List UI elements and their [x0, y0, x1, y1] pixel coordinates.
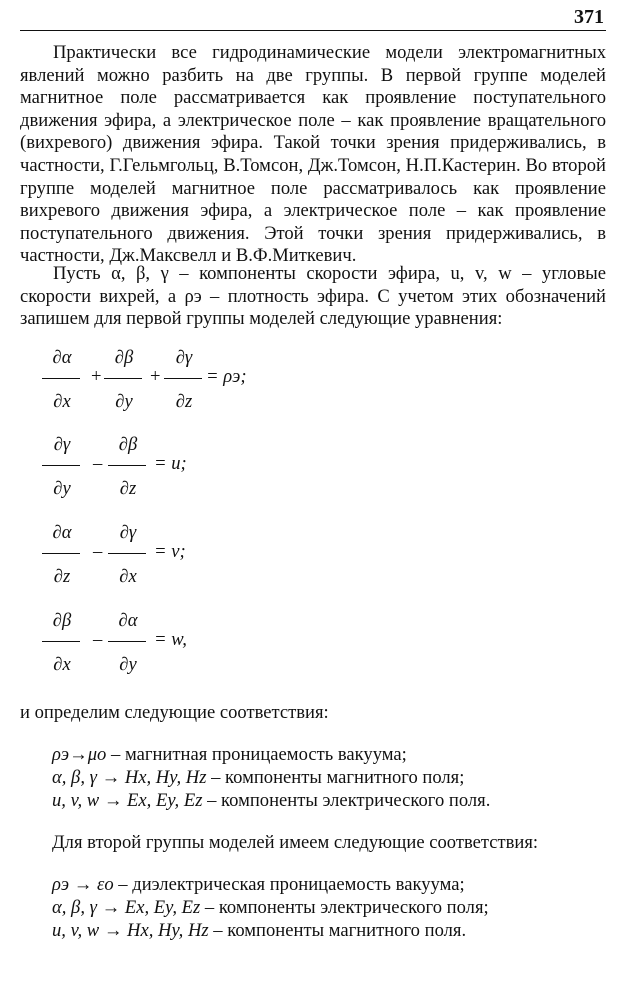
mapping-description: – компоненты электрического поля.	[202, 790, 491, 811]
denominator: ∂y	[53, 478, 71, 499]
paragraph-notation: Пусть α, β, γ – компоненты скорости эфира, u, v, w – угловые скорости вихрей, а ρэ – плотность эфира. С учетом этих обозначений запишем для первой группы моделей следующие уравнения:	[20, 263, 606, 330]
operator: +	[150, 366, 161, 387]
symbol-mapping: ρэ → εo	[52, 874, 114, 895]
paragraph-intro: Практически все гидродинамические модели электромагнитных явлений можно разбить на две группы. В первой группе моделей магнитное поле рассматривается как проявление поступательного движения эфира, а электрическое поле – как проявление вращательного (вихревого) движения эфира. Такой точки зрения придерживались, в частности, Г.Гельмгольц, В.Томсон, Дж.Томсон, Н.П.Кастерин. Во второй группе моделей магнитное поле рассматривалось как проявление вихревого движения эфира, а электрическое поле – как проявление поступательного движения. Этой точки зрения придерживались, в частности, Дж.Максвелл и В.Ф.Миткевич.	[20, 42, 606, 267]
denominator: ∂y	[119, 654, 137, 675]
symbol-mapping: ρэ→μo	[52, 744, 107, 765]
equation-w	[40, 610, 340, 686]
correspondence-line	[52, 744, 407, 766]
denominator: ∂x	[53, 654, 71, 675]
second-group-line: Для второй группы моделей имеем следующие соответствия:	[52, 832, 539, 853]
symbol-mapping: u, v, w → Ex, Ey, Ez	[52, 790, 203, 811]
fraction-bar	[42, 641, 80, 642]
header-rule	[20, 30, 606, 31]
denominator: ∂x	[53, 391, 71, 412]
denominator: ∂y	[115, 391, 133, 412]
equation-rhs: = w,	[154, 629, 187, 650]
numerator: ∂α	[52, 522, 72, 543]
denominator: ∂z	[175, 391, 193, 412]
mapping-description: – компоненты электрического поля;	[200, 897, 489, 918]
fraction-bar	[104, 378, 142, 379]
fraction-bar	[42, 553, 80, 554]
numerator: ∂γ	[175, 347, 193, 368]
denominator: ∂z	[53, 566, 71, 587]
mapping-description: – компоненты магнитного поля.	[208, 920, 467, 941]
correspondence-line	[52, 874, 465, 896]
fraction-bar	[108, 553, 146, 554]
numerator: ∂γ	[119, 522, 137, 543]
mapping-description: – диэлектрическая проницаемость вакуума;	[113, 874, 465, 895]
numerator: ∂β	[52, 610, 72, 631]
denominator: ∂x	[119, 566, 137, 587]
operator: +	[91, 366, 102, 387]
operator: –	[93, 629, 103, 650]
correspondence-line	[52, 920, 466, 942]
fraction-bar	[164, 378, 202, 379]
fraction-bar	[108, 641, 146, 642]
denominator: ∂z	[119, 478, 137, 499]
operator: –	[93, 453, 103, 474]
equation-rhs: = u;	[154, 453, 187, 474]
mapping-description: – компоненты магнитного поля;	[206, 767, 465, 788]
fraction-bar	[108, 465, 146, 466]
numerator: ∂β	[118, 434, 138, 455]
correspondence-line	[52, 790, 490, 812]
symbol-mapping: u, v, w → Hx, Hy, Hz	[52, 920, 209, 941]
fraction-bar	[42, 465, 80, 466]
equation-rhs: = ρэ;	[206, 366, 247, 387]
numerator: ∂α	[52, 347, 72, 368]
equation-u	[40, 434, 340, 510]
numerator: ∂β	[114, 347, 134, 368]
operator: –	[93, 541, 103, 562]
symbol-mapping: α, β, γ → Hx, Hy, Hz	[52, 767, 207, 788]
equation-v	[40, 522, 340, 598]
fraction-bar	[42, 378, 80, 379]
correspondence-line	[52, 767, 464, 789]
define-line: и определим следующие соответствия:	[20, 702, 329, 723]
correspondence-line	[52, 897, 489, 919]
symbol-mapping: α, β, γ → Ex, Ey, Ez	[52, 897, 201, 918]
equation-rhs: = v;	[154, 541, 186, 562]
mapping-description: – магнитная проницаемость вакуума;	[106, 744, 407, 765]
equation-continuity	[40, 347, 340, 423]
numerator: ∂γ	[53, 434, 71, 455]
page-number: 371	[574, 6, 604, 28]
numerator: ∂α	[118, 610, 138, 631]
